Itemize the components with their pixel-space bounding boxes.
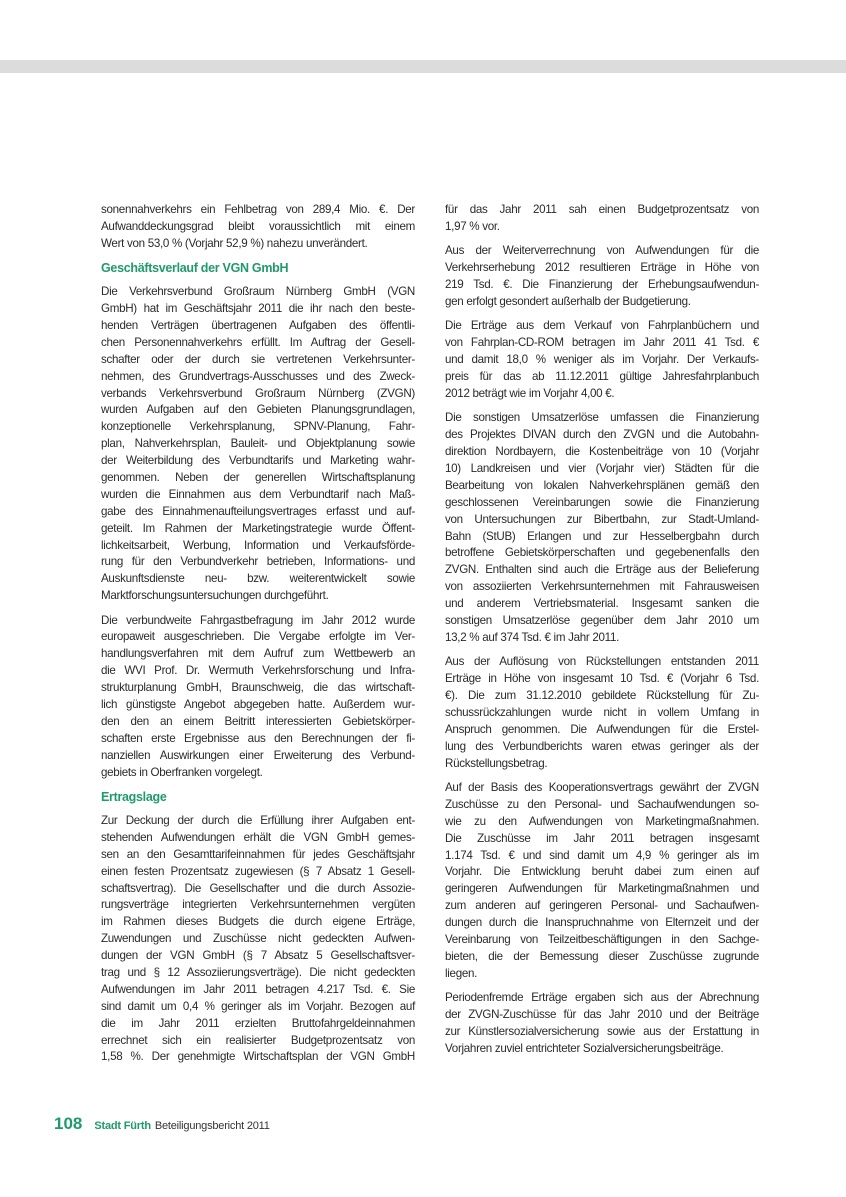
text-line: Auf der Basis des Kooperationsvertrags gewährt der ZVGN — [445, 781, 759, 794]
footer-brand: Stadt Fürth — [94, 1120, 151, 1132]
text-line: Bearbeitung von lokalen Nahverkehrsplänen gemäß den — [445, 478, 759, 492]
text-line: liegen. — [445, 966, 478, 980]
text-line: wurden die Einnahmen aus dem Verbundtarif nach Maß- — [101, 487, 415, 501]
text-line: geringeren Aufwendungen für Marketingmaßnahmen und — [445, 882, 759, 896]
text-line: Aufwanddeckungsgrad bleibt voraussichtlich mit einem — [101, 219, 415, 233]
text-line: Auskunftsdienste neu- bzw. weiterentwickelt sowie — [101, 572, 415, 586]
text-line: dungen durch die Inanspruchnahme von Elternzeit und der — [445, 916, 759, 930]
text-line: betroffene Gebietskörperschaften und gegebenenfalls den — [445, 546, 759, 560]
text-line: die im Jahr 2011 erzielten Bruttofahrgeldeinnahmen — [101, 1016, 415, 1030]
text-line: Die Erträge aus dem Verkauf von Fahrplanbüchern und — [445, 319, 759, 333]
text-line: schafter oder der durch sie vertretenen Verkehrsunter- — [101, 352, 415, 366]
text-line: nehmen, des Grundvertrags-Ausschusses und des Zweck- — [101, 369, 415, 383]
text-line: 1,97 % vor. — [445, 219, 500, 233]
paragraph — [101, 284, 415, 605]
text-line: lich günstigste Angebot abgegeben hatte. Außerdem wur- — [101, 698, 415, 712]
page-number: 108 — [54, 1114, 83, 1133]
text-line: Zur Deckung der durch die Erfüllung ihrer Aufgaben ent- — [101, 814, 415, 827]
section-heading: Ertragslage — [101, 790, 167, 804]
text-line: direktion Nordbayern, die Kostenbeiträge von 10 (Vorjahr — [445, 445, 759, 459]
text-line: im Rahmen dieses Budgets die durch eigene Erträge, — [101, 915, 415, 929]
text-line: 1.174 Tsd. € und sind damit um 4,9 % geringer als im — [445, 848, 759, 862]
header-band — [0, 60, 846, 73]
text-line: €). Die zum 31.12.2010 gebildete Rückstellung für Zu- — [445, 689, 759, 703]
text-line: rungsverträge integrierten Verkehrsunternehmen vergüten — [101, 898, 415, 912]
text-line: Aus der Weiterverrechnung von Aufwendungen für die — [445, 244, 759, 258]
text-line: wurden Aufgaben auf den Gebieten Planungsgrundlagen, — [101, 403, 415, 417]
text-line: von Fahrplan-CD-ROM betragen im Jahr 2011 41 Tsd. € — [445, 336, 759, 350]
text-line: des Projektes DIVAN durch den ZVGN und die Autobahn- — [445, 428, 759, 442]
paragraph — [101, 813, 415, 1066]
text-line: handlungsverfahren mit dem Aufruf zum Wettbewerb an — [101, 647, 415, 661]
text-line: 1,58 %. Der genehmigte Wirtschaftsplan der VGN GmbH — [101, 1050, 415, 1064]
text-line: Die sonstigen Umsatzerlöse umfassen die Finanzierung — [445, 411, 759, 425]
text-line: verbands Verkehrsverbund Großraum Nürnberg (ZVGN) — [101, 386, 415, 400]
text-line: lichkeitsarbeit, Werbung, Information und Verkaufsförde- — [101, 538, 415, 552]
text-line: dungen der VGN GmbH (§ 7 Absatz 5 Gesellschaftsver- — [101, 949, 415, 963]
text-line: lung des Verbundberichts waren etwas geringer als der — [445, 739, 759, 753]
paragraph — [445, 318, 759, 402]
text-line: Zuschüsse zu den Personal- und Sachaufwendungen so- — [445, 797, 759, 811]
text-line: europaweit ausgeschrieben. Die Vergabe erfolgte im Ver- — [101, 630, 415, 644]
text-line: zum anderen auf geringeren Personal- und Sachaufwen- — [445, 899, 759, 913]
text-line: schussrückzahlungen wurde nicht in vollem Umfang in — [445, 705, 759, 719]
text-line: Aus der Auflösung von Rückstellungen entstanden 2011 — [445, 655, 759, 669]
text-line: geteilt. Im Rahmen der Marketingstrategie wurde Öffent- — [101, 521, 415, 535]
text-line: Rückstellungsbetrag. — [445, 756, 548, 770]
text-line: Die Zuschüsse im Jahr 2011 betragen insgesamt — [445, 831, 759, 845]
footer-title: Beteiligungsbericht 2011 — [154, 1120, 270, 1132]
text-line: für das Jahr 2011 sah einen Budgetprozentsatz von — [445, 203, 759, 216]
text-line: sind damit um 0,4 % geringer als im Vorjahr. Bezogen auf — [101, 999, 415, 1013]
text-line: gebiets in Oberfranken vorgelegt. — [101, 765, 263, 779]
text-line: Aufwendungen im Jahr 2011 betragen 4.217 Tsd. €. Sie — [101, 982, 415, 996]
paragraph — [445, 780, 759, 983]
paragraph — [445, 243, 759, 311]
text-line: Die verbundweite Fahrgastbefragung im Jahr 2012 wurde — [101, 613, 415, 627]
text-line: bieten, die der Bemessung dieser Zuschüsse zugrunde — [445, 949, 759, 963]
section-heading: Geschäftsverlauf der VGN GmbH — [101, 261, 289, 276]
text-line: Vorjahren zuviel entrichteter Sozialversicherungsbeiträge. — [445, 1041, 724, 1055]
text-line: gabe des Einnahmenaufteilungsvertrages erfasst und auf- — [101, 504, 415, 518]
text-line: Anspruch genommen. Die Aufwendungen für die Erstel- — [445, 722, 759, 736]
text-line: Periodenfremde Erträge ergaben sich aus der Abrechnung — [445, 991, 759, 1005]
paragraph — [101, 202, 415, 253]
text-line: genommen. Neben der generellen Wirtschaftsplanung — [101, 470, 415, 484]
text-line: von Untersuchungen zur Bibertbahn, zur Stadt-Umland- — [445, 512, 759, 526]
text-line: nanziellen Auswirkungen einer Erweiterung des Verbund- — [101, 748, 415, 762]
text-line: GmbH) hat im Geschäftsjahr 2011 die ihr nach den beste- — [101, 302, 415, 316]
text-line: schaftsvertrag). Die Gesellschafter und die durch Assozie- — [101, 881, 415, 895]
text-line: 10) Landkreisen und vier (Vorjahr vier) Städten für die — [445, 461, 759, 475]
text-line: Wert von 53,0 % (Vorjahr 52,9 %) nahezu unverändert. — [101, 236, 368, 250]
text-line: Verkehrserhebung 2012 resultieren Erträge in Höhe von — [445, 261, 759, 275]
text-line: Bahn (StUB) Erlangen und zur Hesselbergbahn durch — [445, 529, 759, 543]
text-line: sen an den Gesamttarifeinnahmen für jedes Geschäftsjahr — [101, 847, 415, 861]
text-line: zur Künstlersozialversicherung sowie aus der Erstattung in — [445, 1024, 759, 1038]
text-line: der Weiterbildung des Verbundtarifs und Marketing wahr- — [101, 454, 415, 468]
text-line: und damit 18,0 % weniger als im Vorjahr. Der Verkaufs- — [445, 353, 759, 367]
text-line: Vereinbarung von Teilzeitbeschäftigungen in den Sachge- — [445, 933, 759, 947]
text-line: stehenden Aufwendungen erhält die VGN GmbH gemes- — [101, 830, 415, 844]
text-line: errechnet sich ein realisierter Budgetprozentsatz von — [101, 1033, 415, 1047]
text-line: sonstigen Umsatzerlöse gegenüber dem Jahr 2010 um — [445, 613, 759, 627]
text-line: rung für den Verbundverkehr betrieben, Informations- und — [101, 555, 415, 569]
text-line: sonennahverkehrs ein Fehlbetrag von 289,4 Mio. €. Der — [101, 203, 415, 216]
text-line: Die Verkehrsverbund Großraum Nürnberg GmbH (VGN — [101, 285, 415, 299]
text-line: Erträge in Höhe von insgesamt 10 Tsd. € (Vorjahr 6 Tsd. — [445, 672, 759, 686]
paragraph — [445, 410, 759, 646]
text-line: henden Verträgen übertragenen Aufgaben des öffentli- — [101, 318, 415, 332]
text-line: Marktforschungsuntersuchungen durchgeführt. — [101, 589, 329, 603]
text-line: 2012 beträgt wie im Vorjahr 4,00 €. — [445, 386, 615, 400]
text-line: ZVGN. Enthalten sind auch die Erträge aus der Belieferung — [445, 563, 759, 577]
text-line: trag und § 12 Assoziierungsverträge). Die nicht gedeckten — [101, 966, 415, 980]
paragraph — [445, 202, 759, 236]
text-line: Vorjahr. Die Entwicklung beruht dabei zum einen auf — [445, 865, 759, 879]
text-line: chen Personennahverkehrs erfüllt. Im Auftrag der Gesell- — [101, 335, 415, 349]
text-line: plan, Nahverkehrsplan, Bauleit- und Objektplanung sowie — [101, 437, 415, 451]
text-line: die WVI Prof. Dr. Wermuth Verkehrsforschung und Infra- — [101, 664, 415, 678]
text-line: strukturplanung GmbH, Braunschweig, die das wirtschaft- — [101, 681, 415, 695]
left-column — [101, 202, 415, 1074]
text-line: 219 Tsd. €. Die Finanzierung der Erhebungsaufwendun- — [445, 278, 759, 292]
paragraph — [445, 654, 759, 772]
text-line: Zuwendungen und Zuschüsse nicht gedeckten Aufwen- — [101, 932, 415, 946]
page-footer — [54, 1114, 270, 1134]
text-line: preis für das ab 11.12.2011 gültige Jahresfahrplanbuch — [445, 370, 759, 384]
text-line: konzeptionelle Verkehrsplanung, SPNV-Planung, Fahr- — [101, 420, 415, 434]
text-line: schaften erste Ergebnisse aus den Berechnungen der fi- — [101, 731, 415, 745]
text-line: wie zu den Aufwendungen von Marketingmaßnahmen. — [445, 814, 759, 828]
paragraph — [101, 613, 415, 782]
text-line: einen festen Prozentsatz zugewiesen (§ 7 Absatz 1 Gesell- — [101, 864, 415, 878]
right-column — [445, 202, 759, 1065]
text-line: der ZVGN-Zuschüsse für das Jahr 2010 und der Beiträge — [445, 1008, 759, 1022]
text-line: 13,2 % auf 374 Tsd. € im Jahr 2011. — [445, 630, 620, 644]
text-line: geschlossenen Vereinbarungen sowie die Finanzierung — [445, 495, 759, 509]
text-line: gen erfolgt gesondert außerhalb der Budgetierung. — [445, 294, 691, 308]
paragraph — [445, 990, 759, 1058]
text-line: von assoziierten Verkehrsunternehmen mit Fahrausweisen — [445, 580, 759, 594]
text-line: und anderem Vertriebsmaterial. Insgesamt sanken die — [445, 597, 759, 611]
text-line: den den an einem Beitritt interessierten Gebietskörper- — [101, 714, 415, 728]
